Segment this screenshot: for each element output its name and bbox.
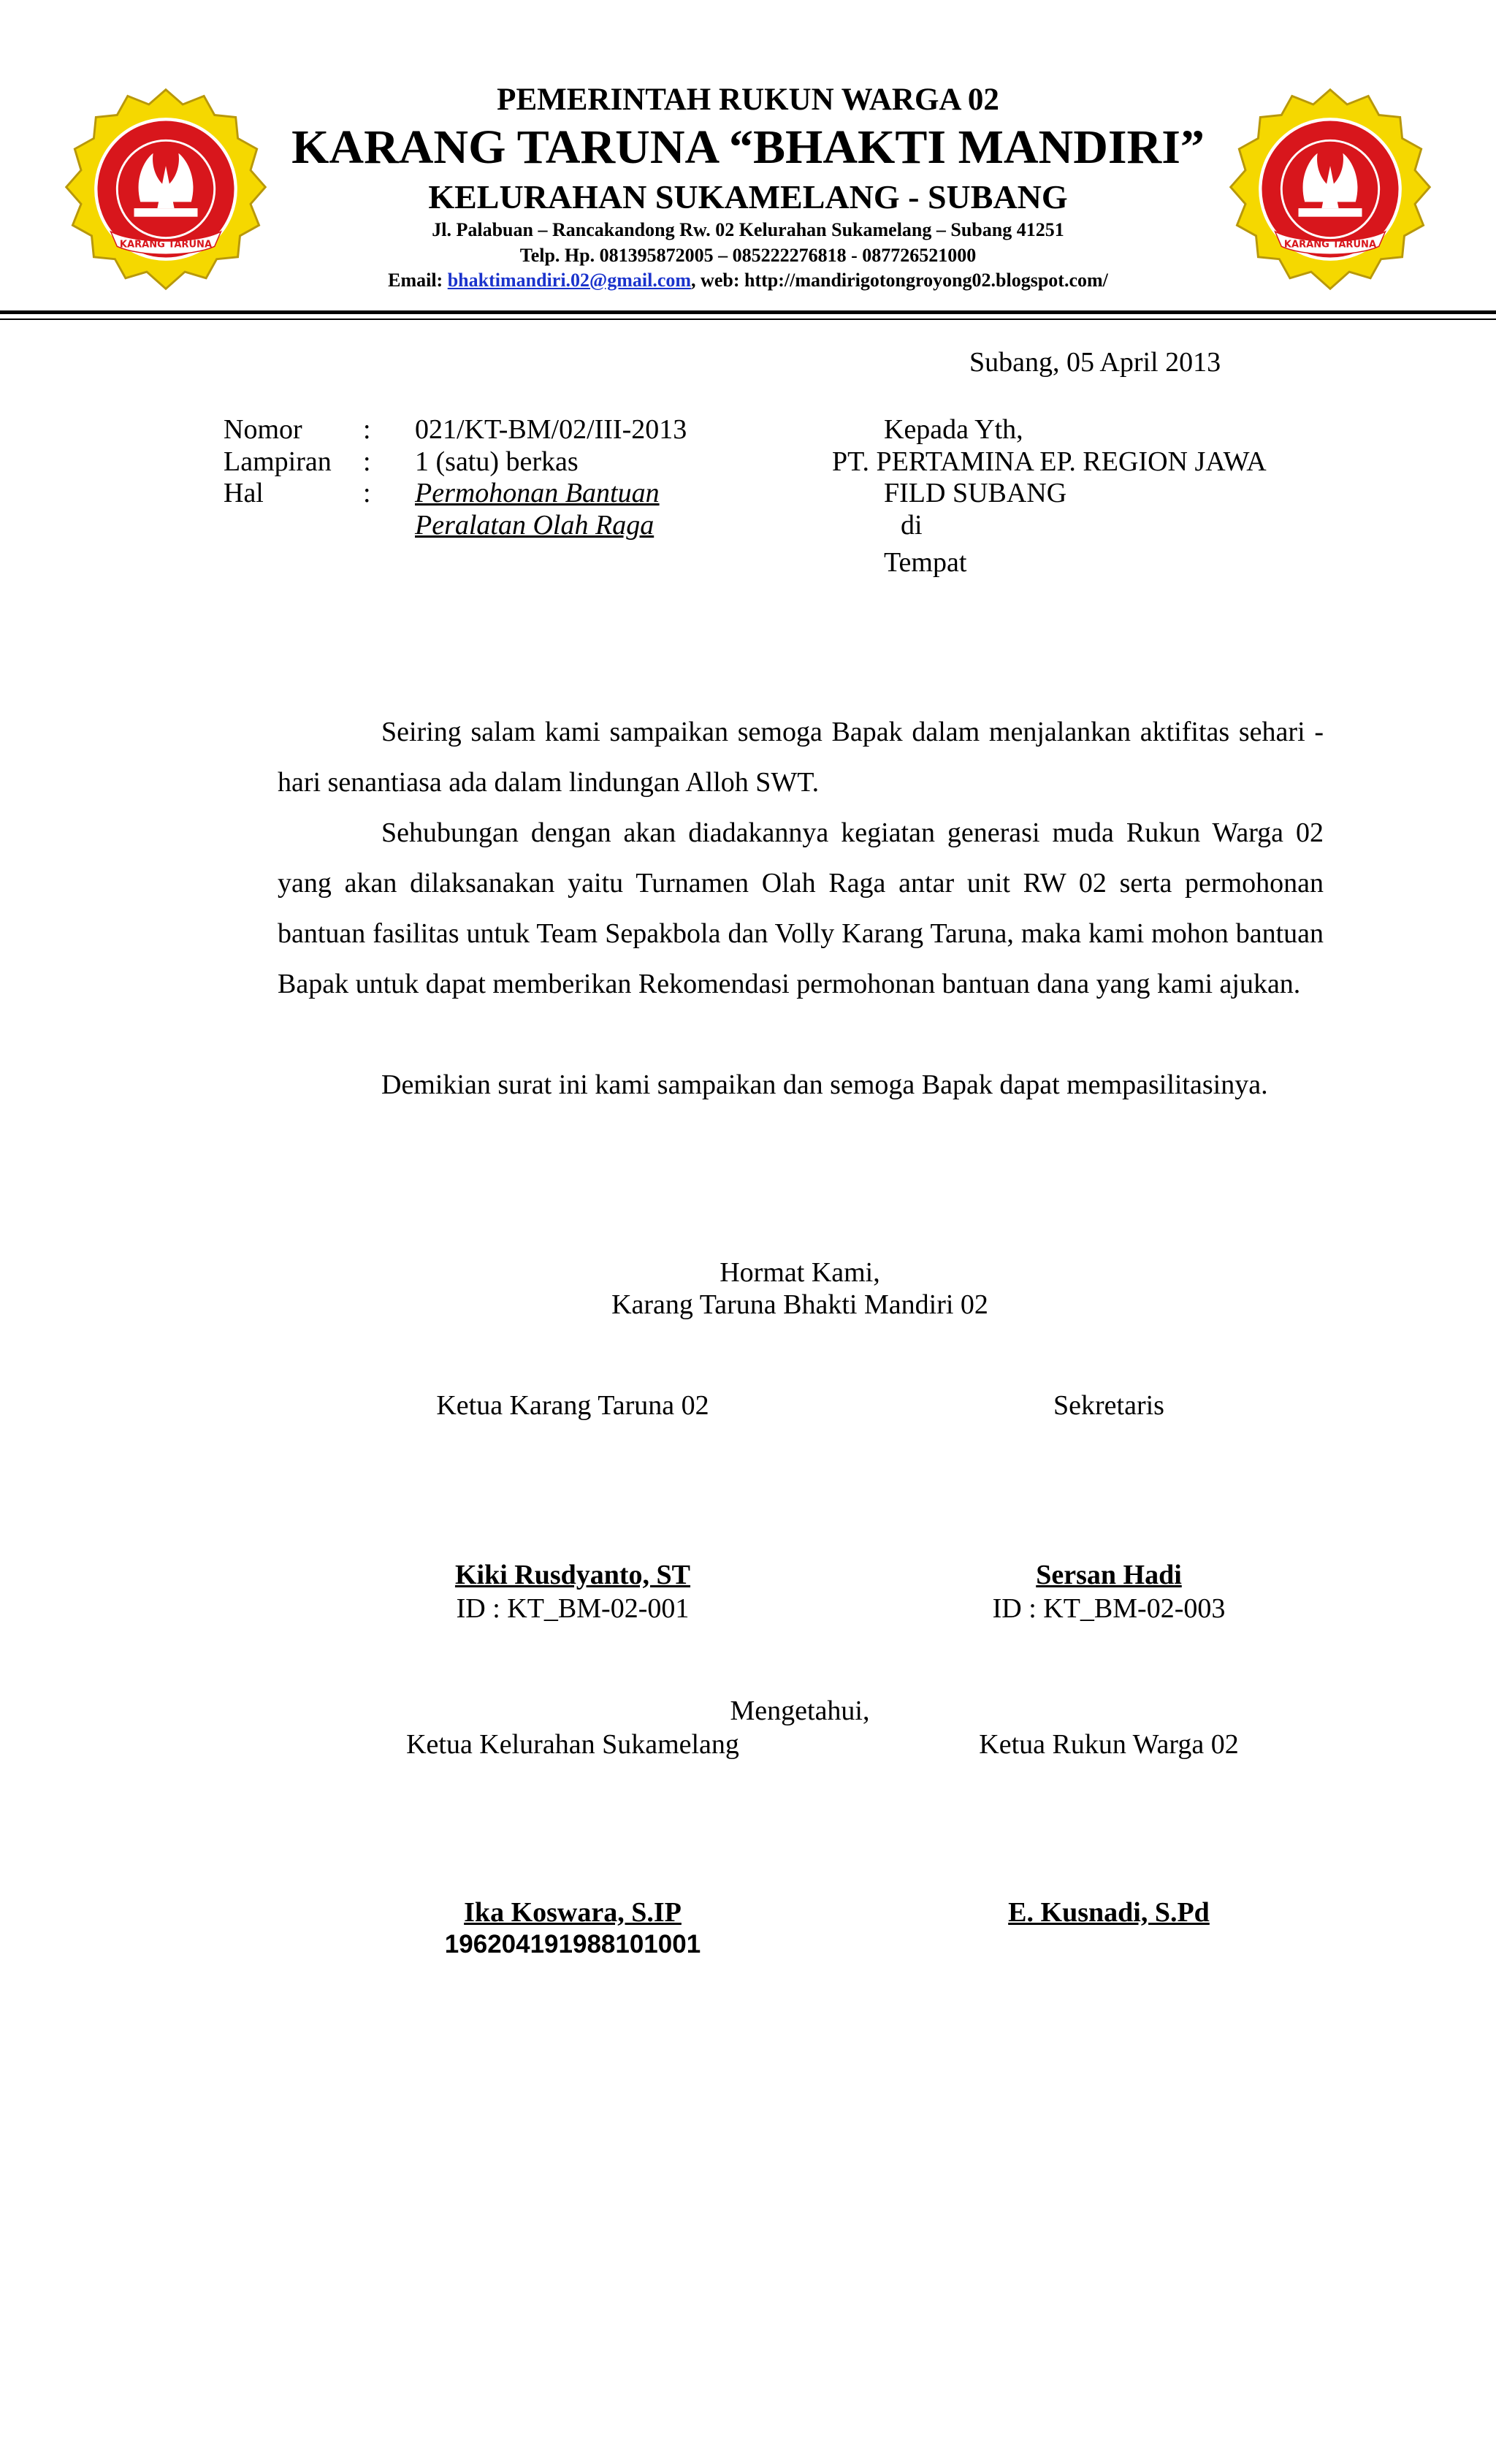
mengetahui-label: Mengetahui, (730, 1696, 870, 1726)
letter-date: Subang, 05 April 2013 (969, 347, 1221, 378)
org-address: Jl. Palabuan – Rancakandong Rw. 02 Kelurahan Sukamelang – Subang 41251 (432, 219, 1064, 240)
recipient-company: PT. PERTAMINA EP. REGION JAWA (832, 446, 1267, 477)
web-address: , web: http://mandirigotongroyong02.blogspot.com/ (691, 270, 1108, 291)
nomor-colon: : (363, 414, 371, 445)
recipient-di: di (901, 510, 923, 541)
recipient-greeting: Kepada Yth, (884, 414, 1023, 445)
rw-title: Ketua Rukun Warga 02 (979, 1729, 1239, 1760)
svg-text:KARANG TARUNA: KARANG TARUNA (1283, 239, 1377, 251)
recipient-unit: FILD SUBANG (884, 478, 1067, 508)
lampiran-colon: : (363, 446, 371, 477)
closing-hormat: Hormat Kami, (720, 1257, 880, 1288)
org-top-line: PEMERINTAH RUKUN WARGA 02 (497, 83, 999, 117)
ketua-title: Ketua Karang Taruna 02 (436, 1390, 709, 1421)
org-sub: KELURAHAN SUKAMELANG - SUBANG (428, 178, 1068, 215)
letterhead-rule-thin (0, 319, 1496, 320)
body-paragraph-3: Demikian surat ini kami sampaikan dan semoga Bapak dapat mempasilitasinya. (381, 1069, 1268, 1100)
hal-colon: : (363, 478, 371, 508)
org-name: KARANG TARUNA “BHAKTI MANDIRI” (291, 121, 1205, 174)
kelurahan-name: Ika Koswara, S.IP (464, 1897, 682, 1928)
email-link[interactable]: bhaktimandiri.02@gmail.com (447, 270, 692, 291)
closing-org: Karang Taruna Bhakti Mandiri 02 (611, 1289, 988, 1320)
kelurahan-nip: 196204191988101001 (444, 1930, 701, 1958)
sekretaris-name: Sersan Hadi (1036, 1560, 1182, 1590)
hal-value-line-1: Permohonan Bantuan (415, 478, 660, 508)
letterhead-rule-thick (0, 310, 1496, 314)
org-phone: Telp. Hp. 081395872005 – 085222276818 - 087726521000 (519, 245, 977, 266)
hal-label: Hal (224, 478, 264, 508)
email-label: Email: (388, 270, 448, 291)
lampiran-label: Lampiran (224, 446, 332, 477)
ketua-name: Kiki Rusdyanto, ST (454, 1560, 691, 1590)
nomor-label: Nomor (224, 414, 302, 445)
svg-text:KARANG TARUNA: KARANG TARUNA (119, 239, 213, 251)
recipient-place: Tempat (884, 547, 967, 578)
sekretaris-id: ID : KT_BM-02-003 (992, 1593, 1226, 1624)
nomor-value: 021/KT-BM/02/III-2013 (415, 414, 687, 445)
body-paragraph-1: Seiring salam kami sampaikan semoga Bapak dalam menjalankan aktifitas sehari -hari senantiasa ada dalam lindungan Alloh SWT. (278, 717, 1324, 798)
body-paragraph-2: Sehubungan dengan akan diadakannya kegiatan generasi muda Rukun Warga 02 yang akan dilaksanakan yaitu Turnamen Olah Raga antar unit RW 02 serta permohonan bantuan fasilitas untuk Team Sepakbola dan Volly Karang Taruna, maka kami mohon bantuan Bapak untuk dapat memberikan Rekomendasi permohonan bantuan dana yang kami ajukan. (278, 817, 1324, 999)
lampiran-value: 1 (satu) berkas (415, 446, 579, 477)
rw-name: E. Kusnadi, S.Pd (1008, 1897, 1210, 1928)
kelurahan-title: Ketua Kelurahan Sukamelang (406, 1729, 739, 1760)
ketua-id: ID : KT_BM-02-001 (456, 1593, 690, 1624)
hal-value-line-2: Peralatan Olah Raga (415, 510, 654, 541)
sekretaris-title: Sekretaris (1053, 1390, 1164, 1421)
org-contact-line (0, 270, 1496, 291)
